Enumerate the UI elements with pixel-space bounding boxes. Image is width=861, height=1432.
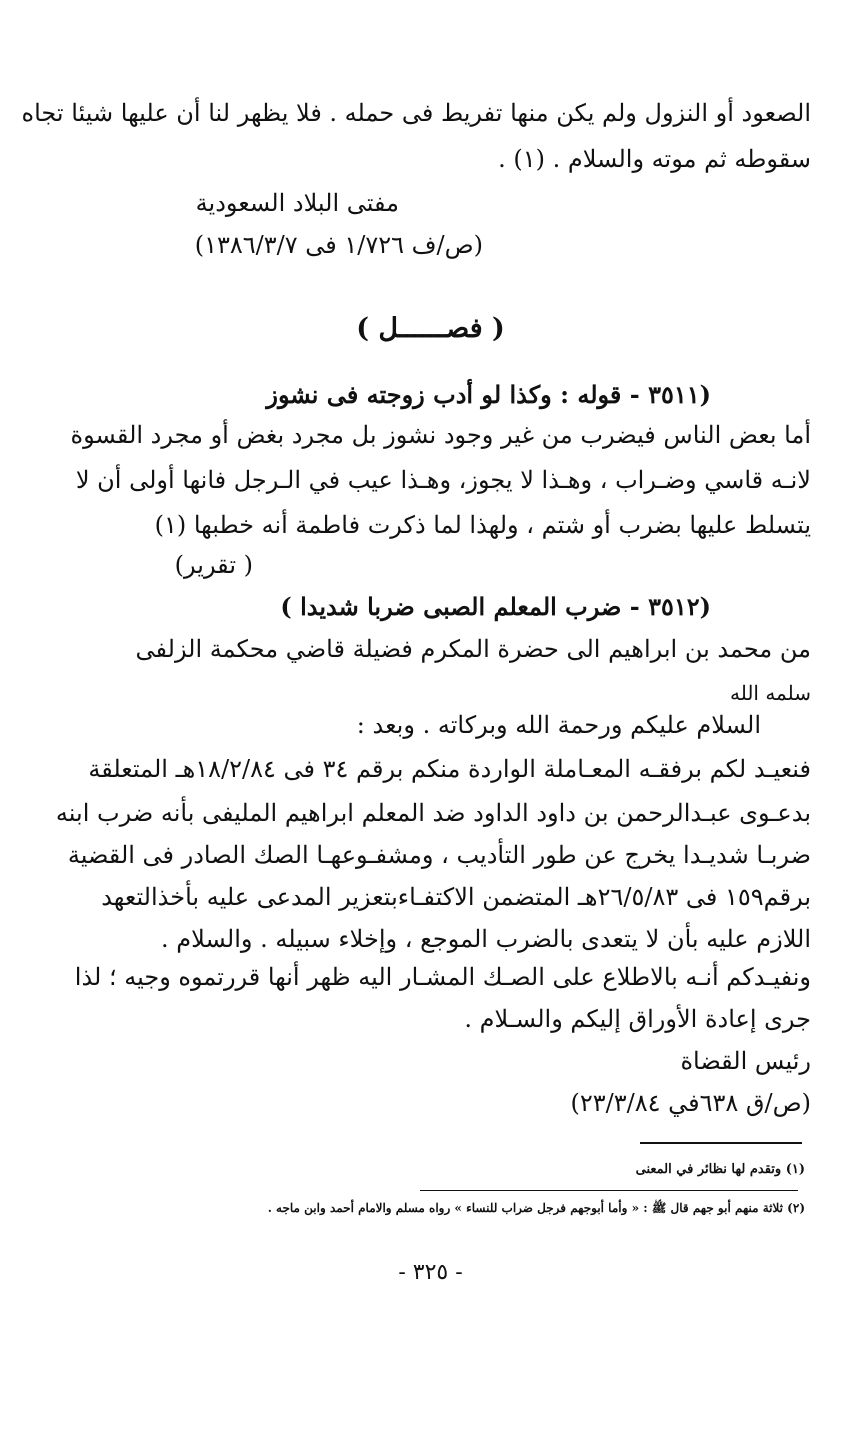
text-line: بدعـوى عبـدالرحمن بن داود الداود ضد المعلم ابراهيم المليفى بأنه ضرب ابنه xyxy=(55,799,811,827)
text-line: اللازم عليه بأن لا يتعدى بالضرب الموجع ، وإخلاء سبيله . والسلام . xyxy=(161,925,811,953)
reference-number: (ص/ف ١/٧٢٦ فى ١٣٨٦/٣/٧) xyxy=(194,231,483,259)
text-line: جرى إعادة الأوراق إليكم والسـلام . xyxy=(464,1005,811,1033)
footnote: (١) وتقدم لها نظائر في المعنى xyxy=(635,1162,805,1177)
text-line: سقوطه ثم موته والسلام . (١) . xyxy=(498,145,811,173)
footnote: (٢) ثلاثة منهم أبو جهم قال ﷺ : « وأما أبوجهم فرجل ضراب للنساء » رواه مسلم والامام أحمد وابن ماجه . xyxy=(267,1201,805,1215)
section-heading: ( فصــــــل ) xyxy=(356,313,505,344)
signature-title: رئيس القضاة xyxy=(680,1047,811,1075)
text-line: فنعيـد لكم برفقـه المعـاملة الواردة منكم برقم ٣٤ فى ١٨/٢/٨٤هـ المتعلقة xyxy=(88,755,811,783)
text-line: لانـه قاسي وضـراب ، وهـذا لا يجوز، وهـذا عيب في الـرجل فانها أولى أن لا xyxy=(75,466,811,494)
letter-address: من محمد بن ابراهيم الى حضرة المكرم فضيلة قاضي محكمة الزلفى xyxy=(135,635,811,663)
footnote-divider xyxy=(640,1142,802,1144)
signature-title: مفتى البلاد السعودية xyxy=(195,189,399,217)
letter-address: سلمه الله xyxy=(729,681,811,705)
footnote-divider xyxy=(420,1190,798,1191)
text-line: برقم١٥٩ فى ٢٦/٥/٨٣هـ المتضمن الاكتفـاءبتعزير المدعى عليه بأخذالتعهد xyxy=(101,883,811,911)
greeting: السلام عليكم ورحمة الله وبركاته . وبعد : xyxy=(356,711,761,739)
source-note: ( تقرير) xyxy=(174,551,253,579)
entry-heading: (٣٥١١ - قوله : وكذا لو أدب زوجته فى نشوز xyxy=(266,380,711,409)
text-line: ضربـا شديـدا يخرج عن طور التأديب ، ومشفـوعهـا الصك الصادر فى القضية xyxy=(67,841,811,869)
text-line: الصعود أو النزول ولم يكن منها تفريط فى حمله . فلا يظهر لنا أن عليها شيئا تجاه xyxy=(21,99,811,127)
page-number: - ٣٢٥ - xyxy=(398,1260,463,1285)
entry-heading: (٣٥١٢ - ضرب المعلم الصبى ضربا شديدا ) xyxy=(280,592,711,621)
reference-number: (ص/ق ٦٣٨في ٢٣/٣/٨٤) xyxy=(570,1089,811,1117)
text-line: ونفيـدكم أنـه بالاطلاع على الصـك المشـار اليه ظهر أنها قررتموه وجيه ؛ لذا xyxy=(74,963,811,991)
text-line: يتسلط عليها بضرب أو شتم ، ولهذا لما ذكرت فاطمة أنه خطبها (١) xyxy=(154,511,811,539)
text-line: أما بعض الناس فيضرب من غير وجود نشوز بل مجرد بغض أو مجرد القسوة xyxy=(70,421,811,449)
